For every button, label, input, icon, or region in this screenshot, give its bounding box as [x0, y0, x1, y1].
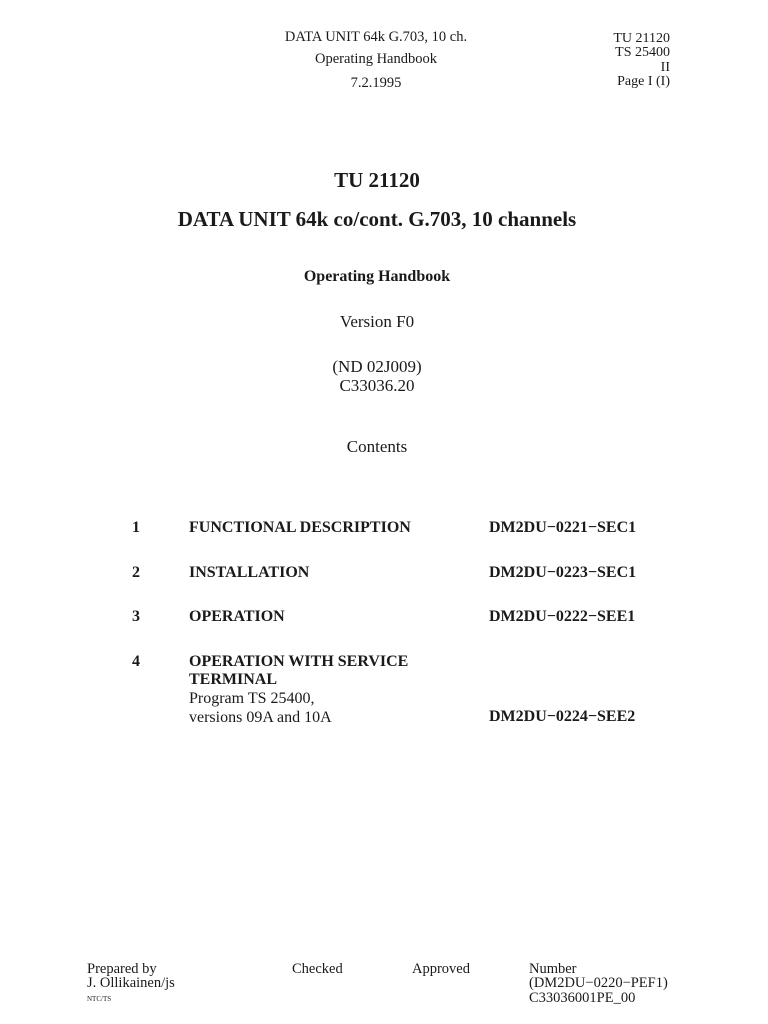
- contents-item-code: DM2DU−0221−SEC1: [489, 519, 637, 536]
- footer-number-label: Number: [529, 961, 577, 977]
- contents-item-title: INSTALLATION: [189, 564, 310, 581]
- contents-item-code: DM2DU−0224−SEE2: [489, 708, 636, 725]
- contents-item-code: DM2DU−0223−SEC1: [489, 564, 637, 581]
- footer-approved-label: Approved: [412, 961, 470, 977]
- contents-item-number: 3: [132, 608, 140, 625]
- header-date: 7.2.1995: [350, 75, 402, 91]
- contents-item-subtitle: versions 09A and 10A: [189, 709, 332, 726]
- header-doc-type: Operating Handbook: [314, 51, 437, 67]
- footer-number-value-2: C33036001PE_00: [529, 990, 636, 1006]
- contents-item-title: OPERATION: [189, 608, 285, 625]
- contents-item-code: DM2DU−0222−SEE1: [489, 608, 636, 625]
- header-revision: II: [660, 60, 670, 75]
- header-page-number: Page I (I): [617, 74, 670, 89]
- document-subtitle: Operating Handbook: [303, 268, 451, 285]
- footer-prepared-label: Prepared by: [87, 961, 157, 977]
- footer-prepared-value: J. Ollikainen/js: [87, 975, 175, 991]
- contents-item-number: 1: [132, 519, 140, 536]
- footer-prepared-dept: NTC/TS: [87, 995, 112, 1003]
- footer-checked-label: Checked: [292, 961, 343, 977]
- header-ref-code: TU 21120: [613, 31, 670, 46]
- document-c-code: C33036.20: [339, 376, 415, 395]
- contents-item-subtitle: Program TS 25400,: [189, 690, 315, 707]
- document-version: Version F0: [339, 312, 415, 331]
- contents-item-title: FUNCTIONAL DESCRIPTION: [189, 519, 411, 536]
- contents-item-title: OPERATION WITH SERVICE: [189, 653, 409, 670]
- contents-item-number: 4: [132, 653, 140, 670]
- contents-heading: Contents: [346, 437, 408, 456]
- document-code-title: TU 21120: [334, 168, 420, 192]
- document-nd-code: (ND 02J009): [332, 357, 422, 376]
- document-name-title: DATA UNIT 64k co/cont. G.703, 10 channels: [177, 207, 577, 231]
- contents-item-number: 2: [132, 564, 140, 581]
- contents-item-title-continued: TERMINAL: [189, 671, 278, 688]
- header-doc-title: DATA UNIT 64k G.703, 10 ch.: [284, 29, 468, 45]
- footer-number-value: (DM2DU−0220−PEF1): [529, 975, 668, 991]
- header-ts-code: TS 25400: [615, 45, 670, 60]
